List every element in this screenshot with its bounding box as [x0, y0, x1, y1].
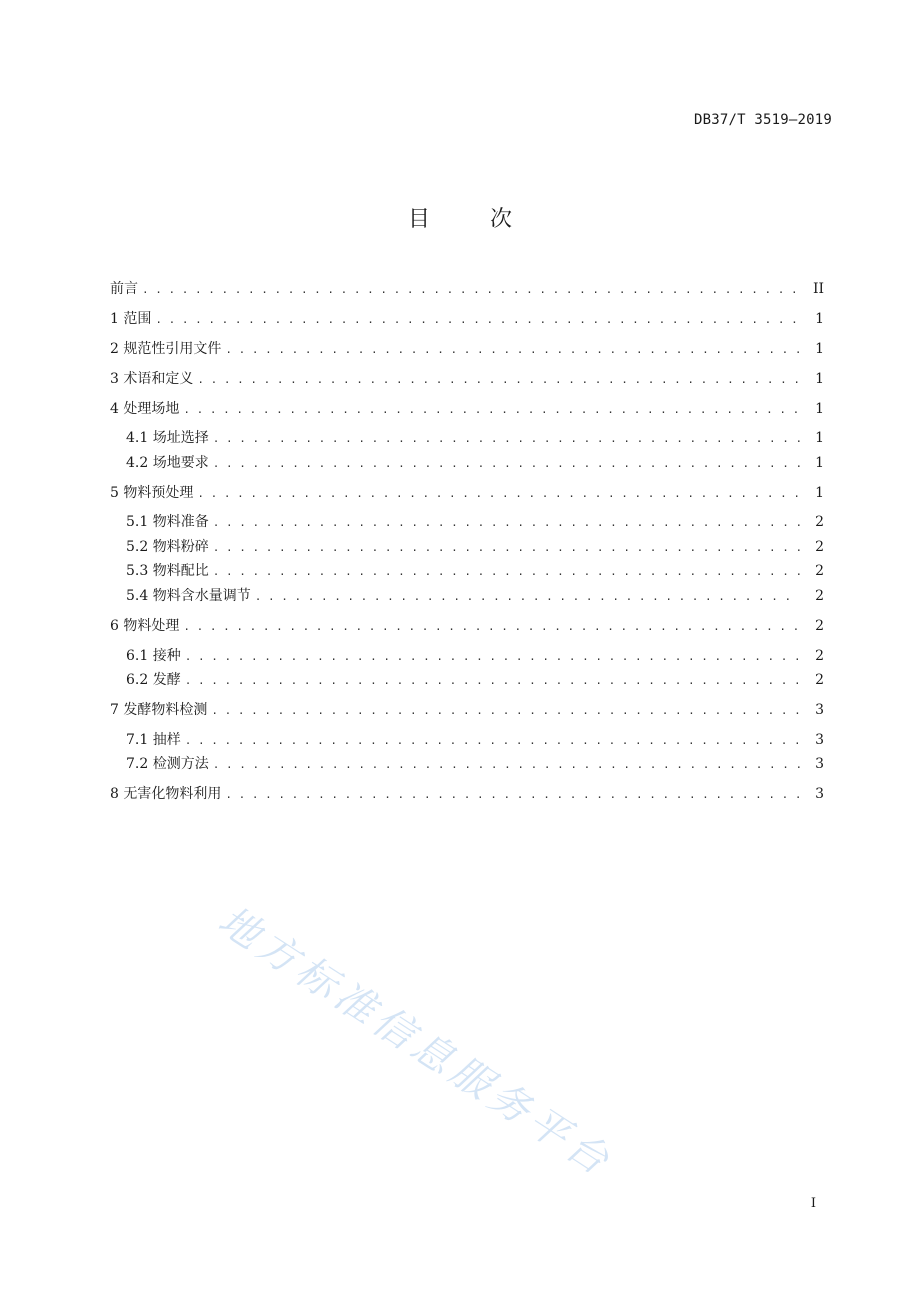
toc-entry-label: 4 处理场地: [110, 401, 180, 417]
toc-entry-4-2[interactable]: [126, 453, 824, 473]
watermark: 地方标准信息服务平台: [210, 897, 621, 1187]
title-char-1: 目: [407, 207, 430, 232]
toc-entry-label: 6 物料处理: [110, 618, 180, 634]
page-title: [0, 202, 920, 233]
toc-entry-6[interactable]: [110, 616, 824, 636]
toc-entry-4-1[interactable]: [126, 428, 824, 448]
toc-entry-page: 2: [815, 563, 824, 579]
toc-entry-label: 7 发酵物料检测: [110, 702, 208, 718]
toc-entry-label: 前言: [110, 281, 138, 297]
toc-entry-page: 1: [815, 341, 824, 357]
toc-leader-dots: [155, 310, 800, 330]
toc-entry-label: 7.1 抽样: [126, 732, 181, 748]
page-number: I: [810, 1196, 816, 1211]
toc-entry-page: 1: [815, 455, 824, 471]
toc-entry-page: 2: [815, 514, 824, 530]
toc-entry-page: 2: [815, 539, 824, 555]
toc-entry-6-1[interactable]: [126, 646, 824, 666]
toc-entry-3[interactable]: [110, 369, 824, 389]
toc-leader-dots: [213, 755, 800, 775]
toc-entry-5-4[interactable]: [126, 586, 824, 606]
toc-entry-label: 8 无害化物料利用: [110, 786, 222, 802]
title-char-2: 次: [490, 207, 513, 232]
toc-leader-dots: [211, 701, 800, 721]
document-code: DB37/T 3519—2019: [693, 112, 832, 128]
toc-entry-page: 2: [815, 618, 824, 634]
toc-entry-1[interactable]: [110, 309, 824, 329]
toc-entry-label: 4.2 场地要求: [126, 455, 209, 471]
toc-entry-5-3[interactable]: [126, 561, 824, 581]
toc-entry-label: 5.1 物料准备: [126, 514, 209, 530]
toc-entry-7-2[interactable]: [126, 754, 824, 774]
toc-entry-page: 2: [815, 588, 824, 604]
toc-entry-label: 4.1 场址选择: [126, 430, 209, 446]
toc-leader-dots: [142, 280, 800, 300]
toc-leader-dots: [213, 513, 800, 533]
toc-entry-4[interactable]: [110, 399, 824, 419]
toc-leader-dots: [185, 647, 800, 667]
toc-entry-5-2[interactable]: [126, 537, 824, 557]
toc-leader-dots: [225, 340, 800, 360]
toc-entry-label: 5 物料预处理: [110, 485, 194, 501]
toc-entry-6-2[interactable]: [126, 670, 824, 690]
toc-entry-label: 5.3 物料配比: [126, 563, 209, 579]
toc-leader-dots: [197, 370, 800, 390]
toc-entry-page: 2: [815, 648, 824, 664]
toc-entry-page: 3: [815, 702, 824, 718]
toc-leader-dots: [197, 484, 800, 504]
toc-entry-5-1[interactable]: [126, 512, 824, 532]
toc-entry-page: 1: [815, 430, 824, 446]
toc-leader-dots: [183, 400, 800, 420]
toc-entry-label: 6.1 接种: [126, 648, 181, 664]
toc-entry-page: 1: [815, 485, 824, 501]
toc-leader-dots: [185, 671, 800, 691]
toc-entry-label: 3 术语和定义: [110, 371, 194, 387]
toc-leader-dots: [185, 731, 800, 751]
toc-leader-dots: [213, 454, 800, 474]
toc-entry-label: 5.4 物料含水量调节: [126, 588, 251, 604]
toc-leader-dots: [213, 429, 800, 449]
toc-entry-7[interactable]: [110, 700, 824, 720]
toc-entry-page: 1: [815, 371, 824, 387]
toc-entry-foreword[interactable]: [110, 279, 824, 299]
toc-entry-page: 3: [815, 732, 824, 748]
toc-entry-7-1[interactable]: [126, 730, 824, 750]
toc-entry-label: 1 范围: [110, 311, 152, 327]
toc-entry-page: 3: [815, 786, 824, 802]
toc-entry-label: 5.2 物料粉碎: [126, 539, 209, 555]
toc-leader-dots: [255, 587, 800, 607]
toc-entry-5[interactable]: [110, 483, 824, 503]
toc-leader-dots: [183, 617, 800, 637]
toc-entry-label: 6.2 发酵: [126, 672, 181, 688]
toc-entry-label: 7.2 检测方法: [126, 756, 209, 772]
toc-leader-dots: [213, 538, 800, 558]
toc-leader-dots: [213, 562, 800, 582]
toc-leader-dots: [225, 785, 800, 805]
toc-entry-page: 1: [815, 401, 824, 417]
toc-entry-label: 2 规范性引用文件: [110, 341, 222, 357]
toc-entry-page: II: [812, 281, 824, 297]
toc-entry-2[interactable]: [110, 339, 824, 359]
toc-entry-page: 2: [815, 672, 824, 688]
toc-entry-page: 1: [815, 311, 824, 327]
toc-entry-page: 3: [815, 756, 824, 772]
toc-entry-8[interactable]: [110, 784, 824, 804]
